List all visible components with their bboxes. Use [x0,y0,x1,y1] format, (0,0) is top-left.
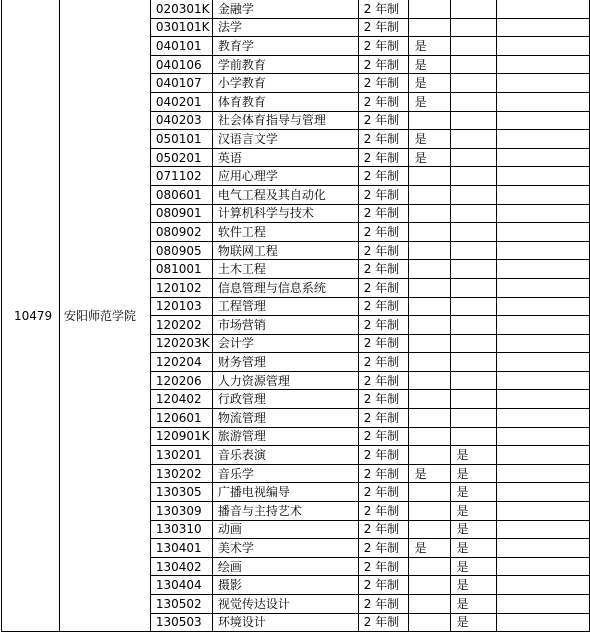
program-length: 2 年制 [358,446,408,465]
program-length: 2 年制 [358,92,408,111]
flag-b: 是 [450,520,497,539]
empty-cell [497,334,590,353]
major-code: 040101 [150,37,212,56]
empty-cell [497,260,590,279]
program-length: 2 年制 [358,464,408,483]
flag-a [408,613,450,632]
empty-cell [497,0,590,18]
major-code: 020301K [150,0,212,18]
flag-a [408,316,450,335]
major-name: 教育学 [212,37,358,56]
empty-cell [497,223,590,242]
empty-cell [497,167,590,186]
major-name: 音乐学 [212,464,358,483]
major-name: 小学教育 [212,74,358,93]
flag-a: 是 [408,464,450,483]
flag-b [450,130,497,149]
empty-cell [497,278,590,297]
major-code: 130305 [150,483,212,502]
major-code: 120102 [150,278,212,297]
major-code: 120203K [150,334,212,353]
major-code: 130503 [150,613,212,632]
program-length: 2 年制 [358,576,408,595]
program-length: 2 年制 [358,18,408,37]
empty-cell [497,483,590,502]
flag-b: 是 [450,446,497,465]
empty-cell [497,390,590,409]
major-name: 金融学 [212,0,358,18]
flag-b [450,37,497,56]
program-length: 2 年制 [358,130,408,149]
empty-cell [497,371,590,390]
major-name: 物联网工程 [212,241,358,260]
major-name: 摄影 [212,576,358,595]
major-name: 汉语言文学 [212,130,358,149]
major-name: 旅游管理 [212,427,358,446]
empty-cell [497,37,590,56]
major-name: 软件工程 [212,223,358,242]
flag-a: 是 [408,148,450,167]
flag-b [450,278,497,297]
program-length: 2 年制 [358,595,408,614]
school-name: 安阳师范学院 [59,0,150,632]
flag-a [408,427,450,446]
major-name: 美术学 [212,539,358,558]
major-code: 040107 [150,74,212,93]
major-code: 040201 [150,92,212,111]
major-code: 130202 [150,464,212,483]
major-name: 物流管理 [212,409,358,428]
major-name: 广播电视编导 [212,483,358,502]
flag-b [450,0,497,18]
flag-a [408,520,450,539]
flag-b [450,148,497,167]
empty-cell [497,204,590,223]
empty-cell [497,502,590,521]
flag-a [408,576,450,595]
program-length: 2 年制 [358,167,408,186]
empty-cell [497,148,590,167]
program-length: 2 年制 [358,427,408,446]
flag-a [408,371,450,390]
flag-b [450,92,497,111]
major-code: 050201 [150,148,212,167]
flag-a [408,111,450,130]
flag-a: 是 [408,55,450,74]
major-name: 应用心理学 [212,167,358,186]
major-code: 120206 [150,371,212,390]
major-code: 120601 [150,409,212,428]
flag-b [450,111,497,130]
program-length: 2 年制 [358,111,408,130]
major-code: 050101 [150,130,212,149]
major-name: 社会体育指导与管理 [212,111,358,130]
flag-b: 是 [450,464,497,483]
program-length: 2 年制 [358,520,408,539]
program-length: 2 年制 [358,297,408,316]
empty-cell [497,316,590,335]
program-length: 2 年制 [358,0,408,18]
major-code: 120901K [150,427,212,446]
major-code: 071102 [150,167,212,186]
table-body [2,0,590,632]
flag-a [408,390,450,409]
major-name: 动画 [212,520,358,539]
flag-a [408,557,450,576]
flag-b: 是 [450,483,497,502]
flag-b [450,371,497,390]
flag-b [450,390,497,409]
major-code: 130201 [150,446,212,465]
program-length: 2 年制 [358,74,408,93]
major-name: 播音与主持艺术 [212,502,358,521]
major-name: 英语 [212,148,358,167]
program-length: 2 年制 [358,223,408,242]
empty-cell [497,446,590,465]
major-code: 040106 [150,55,212,74]
program-length: 2 年制 [358,557,408,576]
flag-a [408,483,450,502]
flag-a [408,204,450,223]
empty-cell [497,520,590,539]
program-length: 2 年制 [358,353,408,372]
flag-b [450,260,497,279]
major-name: 信息管理与信息系统 [212,278,358,297]
flag-b [450,204,497,223]
flag-b: 是 [450,613,497,632]
major-name: 体育教育 [212,92,358,111]
program-length: 2 年制 [358,409,408,428]
program-length: 2 年制 [358,260,408,279]
major-code: 080901 [150,204,212,223]
program-length: 2 年制 [358,502,408,521]
major-code: 130310 [150,520,212,539]
major-code: 120402 [150,390,212,409]
flag-b [450,55,497,74]
flag-a [408,353,450,372]
flag-b [450,334,497,353]
major-code: 080902 [150,223,212,242]
major-name: 会计学 [212,334,358,353]
program-length: 2 年制 [358,241,408,260]
major-name: 土木工程 [212,260,358,279]
flag-a [408,185,450,204]
major-name: 行政管理 [212,390,358,409]
flag-b [450,167,497,186]
program-length: 2 年制 [358,55,408,74]
flag-a: 是 [408,130,450,149]
empty-cell [497,409,590,428]
flag-b [450,409,497,428]
empty-cell [497,613,590,632]
empty-cell [497,576,590,595]
flag-a [408,241,450,260]
flag-a [408,409,450,428]
major-code: 130401 [150,539,212,558]
major-code: 130309 [150,502,212,521]
empty-cell [497,297,590,316]
empty-cell [497,539,590,558]
empty-cell [497,353,590,372]
flag-a [408,334,450,353]
major-name: 绘画 [212,557,358,576]
empty-cell [497,55,590,74]
empty-cell [497,18,590,37]
flag-a [408,297,450,316]
major-name: 人力资源管理 [212,371,358,390]
program-length: 2 年制 [358,204,408,223]
flag-a [408,223,450,242]
program-length: 2 年制 [358,613,408,632]
program-length: 2 年制 [358,483,408,502]
empty-cell [497,130,590,149]
program-length: 2 年制 [358,185,408,204]
flag-b [450,223,497,242]
flag-a: 是 [408,74,450,93]
major-name: 环境设计 [212,613,358,632]
program-length: 2 年制 [358,278,408,297]
major-name: 法学 [212,18,358,37]
major-name: 计算机科学与技术 [212,204,358,223]
school-code: 10479 [2,0,60,632]
table-row [2,0,590,18]
flag-a [408,260,450,279]
flag-a [408,595,450,614]
flag-a [408,278,450,297]
flag-a [408,0,450,18]
major-name: 音乐表演 [212,446,358,465]
program-length: 2 年制 [358,371,408,390]
program-length: 2 年制 [358,37,408,56]
flag-a [408,18,450,37]
empty-cell [497,185,590,204]
major-code: 130502 [150,595,212,614]
major-code: 120103 [150,297,212,316]
major-code: 030101K [150,18,212,37]
flag-a: 是 [408,92,450,111]
empty-cell [497,92,590,111]
program-length: 2 年制 [358,390,408,409]
empty-cell [497,74,590,93]
program-length: 2 年制 [358,539,408,558]
flag-b [450,427,497,446]
program-length: 2 年制 [358,334,408,353]
flag-a: 是 [408,539,450,558]
flag-b [450,74,497,93]
flag-b: 是 [450,539,497,558]
program-length: 2 年制 [358,316,408,335]
empty-cell [497,595,590,614]
empty-cell [497,427,590,446]
major-code: 120202 [150,316,212,335]
major-code: 130404 [150,576,212,595]
major-name: 电气工程及其自动化 [212,185,358,204]
major-name: 市场营销 [212,316,358,335]
flag-b [450,316,497,335]
flag-b [450,18,497,37]
flag-b: 是 [450,557,497,576]
major-code: 040203 [150,111,212,130]
empty-cell [497,111,590,130]
program-length: 2 年制 [358,148,408,167]
flag-a: 是 [408,37,450,56]
majors-table [1,0,590,632]
flag-a [408,446,450,465]
major-name: 财务管理 [212,353,358,372]
major-name: 工程管理 [212,297,358,316]
flag-b [450,185,497,204]
empty-cell [497,464,590,483]
empty-cell [497,241,590,260]
flag-b: 是 [450,576,497,595]
major-code: 080601 [150,185,212,204]
flag-a [408,502,450,521]
major-name: 视觉传达设计 [212,595,358,614]
empty-cell [497,557,590,576]
flag-b [450,297,497,316]
flag-a [408,167,450,186]
major-code: 080905 [150,241,212,260]
flag-b: 是 [450,502,497,521]
major-code: 120204 [150,353,212,372]
flag-b [450,241,497,260]
flag-b: 是 [450,595,497,614]
major-code: 081001 [150,260,212,279]
major-code: 130402 [150,557,212,576]
major-name: 学前教育 [212,55,358,74]
flag-b [450,353,497,372]
